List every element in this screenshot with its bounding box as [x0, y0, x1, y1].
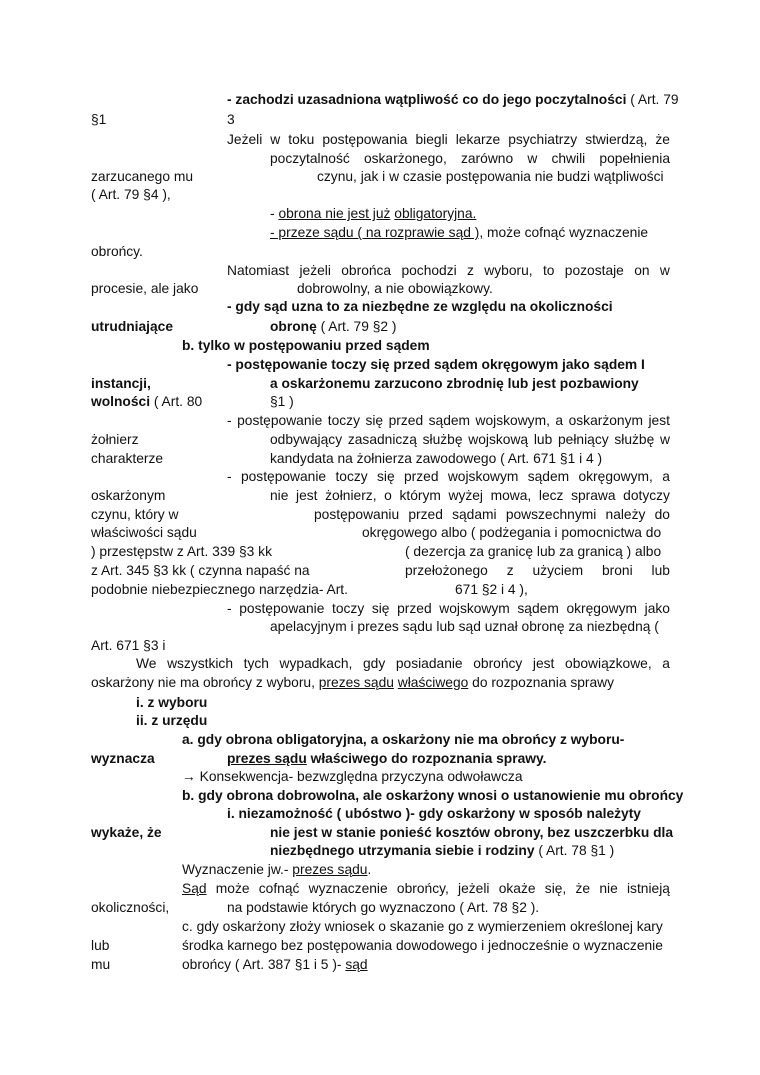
text-line-l40b [270, 824, 674, 842]
text-segment: ( Art. 80 [150, 394, 203, 409]
text-line-l02b [227, 111, 235, 129]
text-word: sądem [517, 601, 559, 616]
text-line-l20a [91, 450, 163, 468]
text-segment: ( Art. 79 [626, 92, 679, 107]
text-segment: mu [91, 957, 111, 972]
text-word: obrońcy, [396, 881, 449, 896]
text-segment: prezes sądu [292, 862, 368, 877]
text-segment: §1 [91, 112, 107, 127]
text-word: z [506, 563, 514, 578]
text-line-l36a [91, 750, 155, 768]
text-segment: 3 [227, 112, 235, 127]
text-word: może [215, 881, 250, 896]
text-line-l18 [227, 412, 670, 430]
text-word: on [634, 263, 650, 278]
text-line-l31 [136, 655, 670, 673]
text-word: cofnąć [258, 881, 300, 896]
text-word: a [662, 656, 670, 671]
text-line-l44b [227, 899, 539, 917]
text-word: Sąd [182, 881, 207, 896]
text-line-l45 [182, 918, 663, 936]
text-line-l13a [91, 318, 173, 336]
text-word: nie [270, 488, 289, 503]
text-segment: - [270, 206, 279, 221]
text-segment: obrońcy. [91, 244, 143, 259]
text-word: poczytalność [270, 151, 350, 166]
text-word: lub [533, 432, 553, 447]
text-word: gdy [363, 656, 386, 671]
text-word: wojskowym [447, 469, 519, 484]
text-line-l35 [182, 731, 670, 749]
text-word: jeżeli [299, 263, 331, 278]
text-segment: z Art. 345 §3 kk ( czynna napaść na [91, 563, 310, 578]
text-segment: §1 ) [270, 394, 294, 409]
text-line-l19a [91, 431, 139, 449]
text-word: a [555, 413, 564, 428]
text-line-l04 [270, 150, 670, 168]
text-line-l34 [136, 712, 207, 730]
text-segment: b. tylko w postępowaniu przed sądem [182, 338, 430, 353]
text-segment: ( Art. 79 §4 ), [91, 187, 171, 202]
text-word: jeżeli [458, 881, 490, 896]
text-segment: obronę [270, 319, 317, 334]
text-word: chwili [551, 151, 586, 166]
text-segment: wolności [91, 394, 151, 409]
text-segment: ( Art. 79 §2 ) [316, 319, 397, 334]
text-segment: oskarżony nie ma obrońcy z wyboru, [91, 675, 319, 690]
text-segment: obligatoryjna. [394, 206, 477, 221]
text-word: że [575, 881, 591, 896]
text-word: pełniący [558, 432, 609, 447]
text-line-l41 [270, 842, 614, 860]
text-word: że [655, 132, 670, 147]
text-word: o [384, 488, 392, 503]
text-segment: b. gdy obrona dobrowolna, ale oskarżony wnosi o ustanowienie mu obrońcy [182, 788, 684, 803]
text-word: okręgowym, [578, 469, 653, 484]
text-segment: ii. z urzędu [136, 713, 208, 728]
text-segment: właściwego do rozpoznania sprawy. [306, 751, 547, 766]
text-word: psychiatrzy [508, 132, 578, 147]
text-word: obrońca [341, 263, 392, 278]
text-segment: do rozpoznania sprawy [468, 675, 615, 690]
text-segment: dobrowolny, a nie obowiązkowy. [297, 281, 493, 296]
text-word: się [365, 413, 384, 428]
text-line-l16a [91, 375, 151, 393]
text-line-l13b [270, 318, 397, 336]
text-word: toczy [335, 469, 368, 484]
text-word: wojskowym, [475, 413, 550, 428]
text-word: w [527, 151, 538, 166]
text-line-l16b [270, 375, 639, 393]
text-line-l43 [182, 880, 670, 898]
text-segment: . [367, 862, 372, 877]
text-line-l27a [91, 581, 348, 599]
text-segment: - zachodzi uzasadniona wątpliwość co do jego poczytalności [227, 92, 627, 107]
text-word: dotyczy [623, 488, 670, 503]
text-segment: wykaże, że [91, 825, 162, 840]
text-word: należy [605, 507, 646, 522]
text-word: to [542, 263, 555, 278]
text-segment: obrona nie jest już [278, 206, 391, 221]
text-word: toczy [327, 413, 360, 428]
text-word: nie [599, 881, 618, 896]
text-line-l11b [297, 280, 493, 298]
text-line-l23a [91, 506, 178, 524]
text-word: toku [288, 132, 315, 147]
text-line-l19b [270, 431, 670, 449]
text-word: - [227, 413, 232, 428]
text-word: okręgowym [566, 601, 637, 616]
text-word: przed [397, 601, 432, 616]
text-segment: zarzucanego mu [91, 169, 194, 184]
text-segment: podobnie niebezpiecznego narzędzia- Art. [91, 582, 348, 597]
text-line-l29 [270, 618, 659, 636]
text-segment: Art. 671 §3 i [91, 638, 166, 653]
text-word: w [270, 132, 281, 147]
text-word: żołnierz, [325, 488, 377, 503]
text-segment: i. z wyboru [136, 695, 208, 710]
text-word: się [371, 601, 390, 616]
text-segment: ( dezercja za granicę lub za granicą ) albo [405, 544, 662, 559]
text-word: oskarżonym [568, 413, 643, 428]
text-word: - [227, 469, 232, 484]
text-segment: instancji, [91, 376, 151, 391]
text-word: w [660, 432, 670, 447]
text-word: postępowania [322, 132, 408, 147]
text-segment: ) przestępstw z Art. 339 §3 kk [91, 544, 272, 559]
text-word: okaże [498, 881, 536, 896]
text-line-l38 [182, 787, 683, 805]
text-word: pozostaje [564, 263, 624, 278]
text-word: - [227, 601, 232, 616]
text-line-l09 [91, 243, 143, 261]
text-segment: Wyznaczenie jw.- [182, 862, 293, 877]
text-segment: czynu, który w [91, 507, 179, 522]
text-word: sądami [452, 507, 497, 522]
text-line-l42 [182, 861, 371, 879]
text-word: popełnienia [599, 151, 670, 166]
text-segment: - gdy sąd uzna to za niezbędne ze względu na okoliczności [227, 299, 613, 314]
text-segment: obrońcy ( Art. 387 §1 i 5 )- [182, 957, 346, 972]
text-word: do [654, 507, 670, 522]
text-segment: lub [91, 938, 110, 953]
text-segment: kandydata na żołnierza zawodowego ( Art. 671 §1 i 4 ) [270, 451, 603, 466]
text-segment: właściwego [397, 675, 469, 690]
text-word: odbywający [270, 432, 343, 447]
text-word: wyboru, [484, 263, 533, 278]
text-segment: wyznacza [91, 751, 155, 766]
text-line-l26b [405, 562, 670, 580]
text-segment: żołnierz [91, 432, 139, 447]
text-line-l15 [227, 356, 670, 374]
text-segment: - postępowanie toczy się przed sądem okręgowym jako sądem I [227, 357, 645, 372]
text-line-l23b [314, 506, 670, 524]
text-line-l07 [270, 205, 476, 223]
text-line-l24b [362, 524, 661, 542]
text-segment: na podstawie których go wyznaczono ( Art. 78 §2 ). [227, 900, 540, 915]
text-line-l01 [227, 91, 679, 109]
text-word: Natomiast [227, 263, 290, 278]
text-line-l05b [317, 168, 664, 186]
text-segment: - przeze sądu ( na rozprawie sąd ), [270, 225, 484, 240]
text-line-l21 [227, 468, 670, 486]
text-line-l25a [91, 543, 272, 561]
text-word: służbę [422, 432, 463, 447]
text-word: jako [644, 601, 670, 616]
text-word: wyżej [448, 488, 483, 503]
text-segment: może cofnąć wyznaczenie [483, 225, 649, 240]
text-word: zarówno [460, 151, 514, 166]
text-line-l12 [227, 298, 670, 316]
text-segment: sąd [345, 957, 368, 972]
text-line-l08 [270, 224, 670, 242]
text-line-l05a [91, 168, 193, 186]
text-word: postępowanie [237, 413, 323, 428]
text-line-l46a [91, 937, 109, 955]
text-segment: oskarżonym [91, 488, 166, 503]
text-line-l22a [91, 487, 165, 505]
text-line-l17b [270, 393, 294, 411]
text-segment: ( Art. 78 §1 ) [534, 843, 615, 858]
text-segment: procesie, ale jako [91, 281, 199, 296]
text-word: postępowanie [240, 469, 327, 484]
text-segment: prezes sądu [318, 675, 394, 690]
text-word: się, [544, 881, 567, 896]
text-word: zasadniczą [347, 432, 417, 447]
text-segment: prezes sądu [227, 751, 307, 766]
text-line-l32 [91, 674, 614, 692]
text-word: tych [243, 656, 269, 671]
text-word: sądem [527, 469, 570, 484]
text-line-l37 [182, 768, 523, 786]
text-line-l14 [182, 337, 430, 355]
text-word: jest [648, 413, 670, 428]
text-segment: 671 §2 i 4 ), [455, 582, 528, 597]
text-word: przełożonego [405, 563, 488, 578]
text-segment: a. gdy obrona obligatoryjna, a oskarżony nie ma obrońcy z wyboru- [182, 732, 625, 747]
text-word: powszechnymi [505, 507, 597, 522]
text-line-l22b [270, 487, 670, 505]
text-word: pochodzi [401, 263, 457, 278]
text-word: wojskową [468, 432, 529, 447]
text-line-l11a [91, 280, 198, 298]
text-line-l46b [182, 937, 663, 955]
text-word: z [467, 263, 474, 278]
text-word: postępowaniu [314, 507, 400, 522]
text-segment: nie jest w stanie ponieść kosztów obrony, bez uszczerbku dla [270, 825, 674, 840]
text-word: użyciem [532, 563, 584, 578]
text-word: wojskowym [439, 601, 510, 616]
text-word: obrońcy [473, 656, 523, 671]
text-word: służbę [614, 432, 655, 447]
text-segment: i. niezamożność ( ubóstwo )- gdy oskarżony w sposób należyty [227, 806, 641, 821]
text-line-l39 [227, 805, 670, 823]
text-word: się [377, 469, 395, 484]
text-segment: okręgowego albo ( podżegania i pomocnictwa do [362, 525, 662, 540]
text-word: wyznaczenie [308, 881, 388, 896]
text-word: a [662, 469, 670, 484]
text-segment: → Konsekwencja- bezwzględna przyczyna odwoławcza [182, 769, 523, 784]
text-segment: a oskarżonemu zarzucono zbrodnię lub jest pozbawiony [270, 376, 639, 391]
text-line-l30 [91, 637, 165, 655]
text-segment: apelacyjnym i prezes sądu lub sąd uznał obronę za niezbędną ( [270, 619, 659, 634]
text-segment: c. gdy oskarżony złoży wniosek o skazanie go z wymierzeniem określonej kary [182, 919, 663, 934]
text-word: stwierdzą, [585, 132, 648, 147]
text-word: wypadkach, [279, 656, 353, 671]
text-word: oskarżonego, [363, 151, 447, 166]
text-word: wszystkich [167, 656, 233, 671]
text-word: postępowanie [239, 601, 325, 616]
text-word: przed [408, 507, 443, 522]
text-line-l36b [227, 750, 546, 768]
text-word: lecz [538, 488, 564, 503]
text-line-l40a [91, 824, 162, 842]
text-word: w [659, 263, 670, 278]
text-word: posiadanie [395, 656, 463, 671]
text-segment: środka karnego bez postępowania dowodowego i jednocześnie o wyznaczenie [182, 938, 663, 953]
text-line-l47a [91, 956, 110, 974]
text-word: jest [532, 656, 555, 671]
text-word: obowiązkowe, [565, 656, 652, 671]
text-line-l47b [182, 956, 368, 974]
text-line-l28 [227, 600, 670, 618]
text-word: We [136, 656, 157, 671]
text-word: mowa, [490, 488, 532, 503]
text-line-l26a [91, 562, 310, 580]
text-word: jest [296, 488, 318, 503]
text-line-l02a [91, 111, 106, 129]
text-line-l25b [405, 543, 661, 561]
text-word: broni [601, 563, 633, 578]
text-line-l17a [91, 393, 202, 411]
text-word: toczy [332, 601, 365, 616]
text-line-l24a [91, 524, 197, 542]
text-segment: czynu, jak i w czasie postępowania nie budzi wątpliwości [317, 169, 664, 184]
text-segment: właściwości sądu [91, 525, 197, 540]
text-segment: okoliczności, [91, 900, 170, 915]
text-segment: charakterze [91, 451, 164, 466]
text-word: lub [651, 563, 670, 578]
text-line-l44a [91, 899, 169, 917]
text-word: którym [399, 488, 441, 503]
text-word: sądem [428, 413, 471, 428]
text-word: przed [388, 413, 424, 428]
text-word: przed [403, 469, 439, 484]
text-word: sprawa [571, 488, 616, 503]
text-word: Jeżeli [227, 132, 263, 147]
text-line-l27b [455, 581, 528, 599]
text-segment: utrudniające [91, 319, 174, 334]
text-word: lekarze [455, 132, 501, 147]
text-word: istnieją [626, 881, 670, 896]
text-segment: niezbędnego utrzymania siebie i rodziny [270, 843, 535, 858]
text-line-l10 [227, 262, 670, 280]
text-line-l03 [227, 131, 670, 149]
text-line-l06 [91, 186, 171, 204]
text-line-l33 [136, 694, 207, 712]
text-word: biegli [415, 132, 448, 147]
text-line-l20b [270, 450, 602, 468]
